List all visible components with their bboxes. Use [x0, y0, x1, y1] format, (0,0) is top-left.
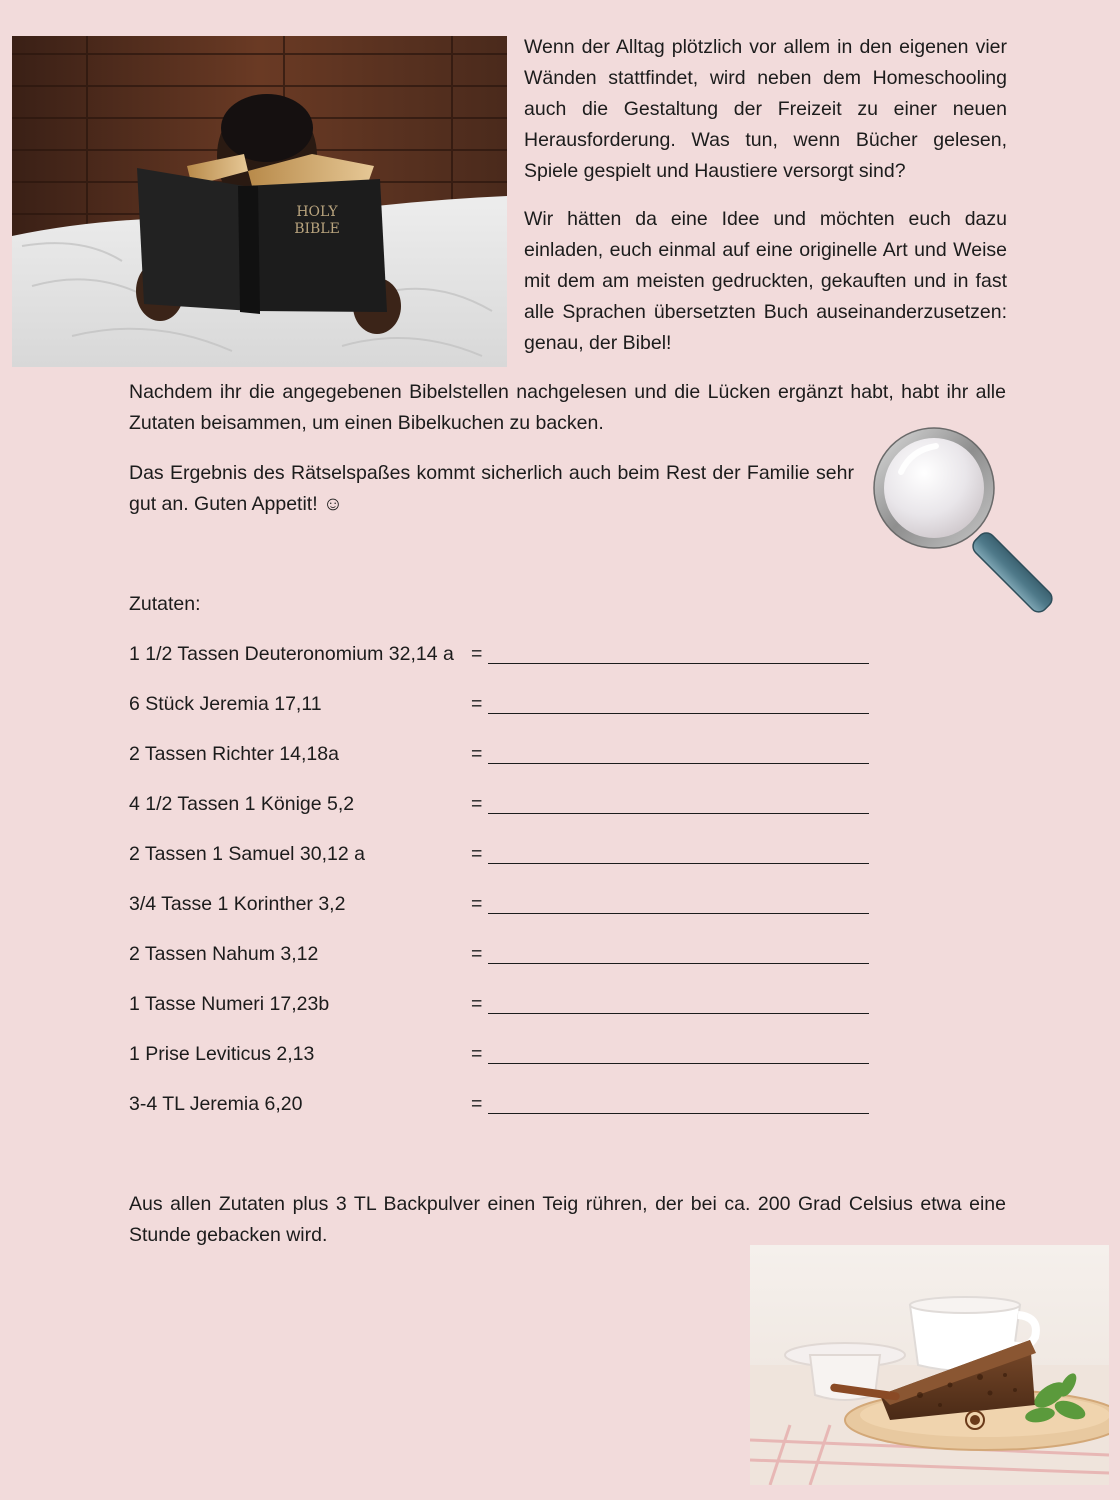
bible-reading-photo — [12, 36, 507, 367]
ingredient-label: 2 Tassen 1 Samuel 30,12 a — [129, 843, 365, 865]
ingredient-row — [129, 789, 889, 839]
equals-sign: = — [471, 743, 483, 765]
answer-blank-line[interactable] — [488, 1063, 869, 1064]
ingredient-label: 3-4 TL Jeremia 6,20 — [129, 1093, 303, 1115]
answer-blank-line[interactable] — [488, 1013, 869, 1014]
ingredient-row — [129, 939, 889, 989]
ingredient-label: 6 Stück Jeremia 17,11 — [129, 693, 322, 715]
equals-sign: = — [471, 893, 483, 915]
bible-cover-text-2: BIBLE — [294, 221, 340, 237]
answer-blank-line[interactable] — [488, 863, 869, 864]
equals-sign: = — [471, 643, 483, 665]
answer-blank-line[interactable] — [488, 813, 869, 814]
ingredient-label: 1 Prise Leviticus 2,13 — [129, 1043, 315, 1065]
ingredient-row — [129, 989, 889, 1039]
equals-sign: = — [471, 943, 483, 965]
ingredient-row — [129, 839, 889, 889]
ingredient-label: 1 1/2 Tassen Deuteronomium 32,14 a — [129, 643, 454, 665]
equals-sign: = — [471, 843, 483, 865]
equals-sign: = — [471, 693, 483, 715]
answer-blank-line[interactable] — [488, 713, 869, 714]
ingredient-label: 2 Tassen Richter 14,18a — [129, 743, 339, 765]
ingredient-row — [129, 689, 889, 739]
ingredient-label: 4 1/2 Tassen 1 Könige 5,2 — [129, 793, 355, 815]
equals-sign: = — [471, 1043, 483, 1065]
ingredients-heading: Zutaten: — [129, 593, 201, 615]
equals-sign: = — [471, 993, 483, 1015]
answer-blank-line[interactable] — [488, 1113, 869, 1114]
body-paragraph-2: Das Ergebnis des Rätselspaßes kommt sicherlich auch beim Rest der Familie sehr gut an. Guten Appetit! ☺ — [129, 462, 854, 515]
child-reading-bible-illustration — [12, 36, 507, 367]
ingredient-row — [129, 1089, 889, 1139]
intro-paragraph-2: Wir hätten da eine Idee und möchten euch dazu einladen, euch einmal auf eine originelle Art und Weise mit dem am meisten gedruckten, gekauften und in fast alle Sprachen übersetzten Buch auseinanderzusetzen: genau, der Bibel! — [524, 208, 1007, 354]
ingredient-row — [129, 639, 889, 689]
equals-sign: = — [471, 1093, 483, 1115]
ingredient-row — [129, 739, 889, 789]
answer-blank-line[interactable] — [488, 963, 869, 964]
cake-photo — [750, 1245, 1109, 1485]
equals-sign: = — [471, 793, 483, 815]
cake-slice-illustration — [750, 1245, 1109, 1485]
answer-blank-line[interactable] — [488, 913, 869, 914]
ingredient-row — [129, 889, 889, 939]
baking-instructions: Aus allen Zutaten plus 3 TL Backpulver einen Teig rühren, der bei ca. 200 Grad Celsius etwa eine Stunde gebacken wird. — [129, 1193, 1006, 1246]
ingredient-label: 1 Tasse Numeri 17,23b — [129, 993, 330, 1015]
body-paragraph-1: Nachdem ihr die angegebenen Bibelstellen nachgelesen und die Lücken ergänzt habt, habt ihr alle Zutaten beisammen, um einen Bibelkuchen zu backen. — [129, 381, 1006, 434]
answer-blank-line[interactable] — [488, 763, 869, 764]
bible-cover-text-1: HOLY — [296, 204, 338, 220]
ingredients-list — [129, 639, 889, 1139]
ingredient-label: 2 Tassen Nahum 3,12 — [129, 943, 319, 965]
magnifying-glass-icon — [866, 420, 1058, 616]
intro-paragraph-1: Wenn der Alltag plötzlich vor allem in den eigenen vier Wänden stattfindet, wird neben dem Homeschooling auch die Gestaltung der Freizeit zu einer neuen Herausforderung. Was tun, wenn Bücher gelesen, Spiele gespielt und Haustiere versorgt sind? — [524, 36, 1007, 182]
ingredient-row — [129, 1039, 889, 1089]
ingredient-label: 3/4 Tasse 1 Korinther 3,2 — [129, 893, 346, 915]
answer-blank-line[interactable] — [488, 663, 869, 664]
